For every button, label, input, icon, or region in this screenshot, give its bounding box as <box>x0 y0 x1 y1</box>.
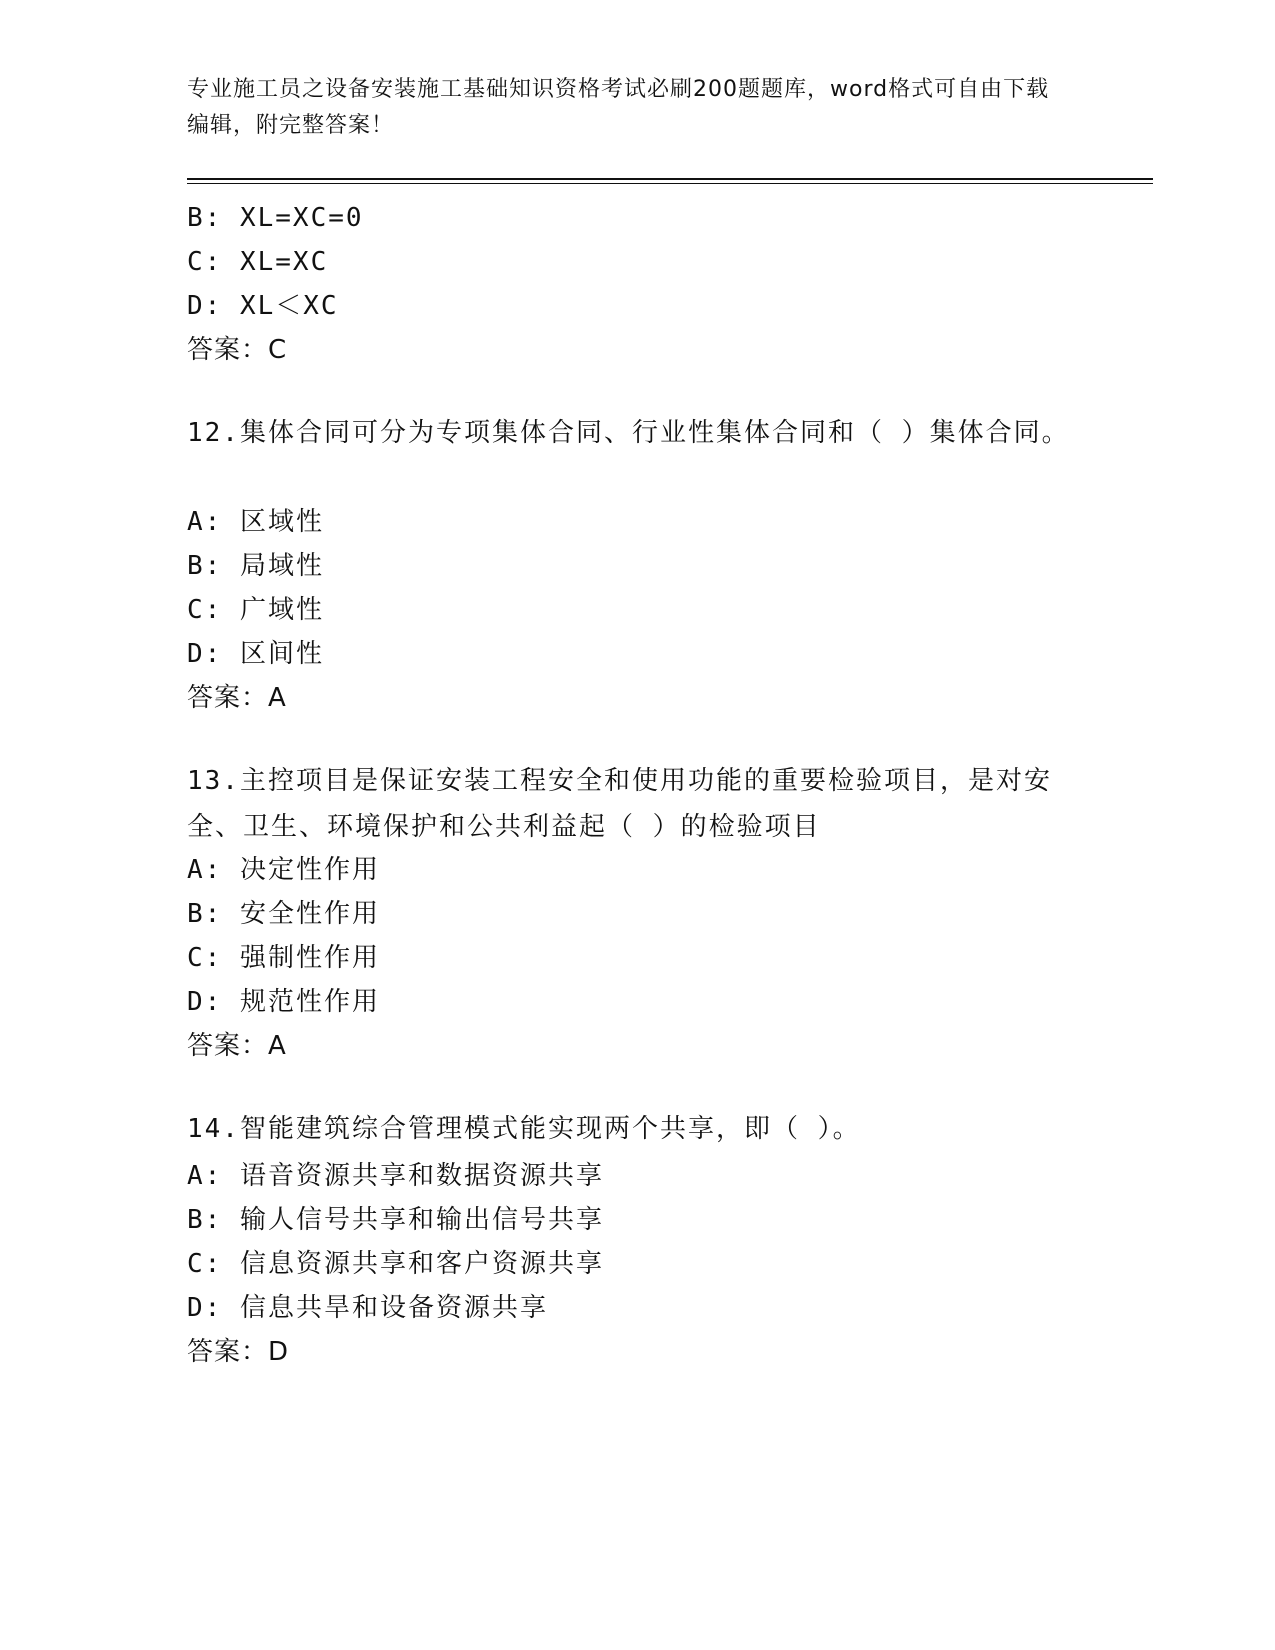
q13-stem: 13.主控项目是保证安装工程安全和使用功能的重要检验项目，是对安全、卫生、环境保护和公共利益起（ ）的检验项目 <box>187 766 1052 842</box>
q11-answer: 答案：C <box>187 335 288 365</box>
q11-option-d: D: XL＜XC <box>187 291 339 321</box>
q14-option-b: B: 输人信号共享和输出信号共享 <box>187 1205 604 1235</box>
q13-option-a: A: 决定性作用 <box>187 855 380 885</box>
header-divider-thin <box>187 183 1153 184</box>
q13-option-b: B: 安全性作用 <box>187 899 380 929</box>
q13-answer: 答案：A <box>187 1031 287 1061</box>
q12-stem: 12.集体合同可分为专项集体合同、行业性集体合同和（ ）集体合同。 <box>187 418 1070 448</box>
q12-option-d: D: 区间性 <box>187 639 324 669</box>
q12-answer: 答案：A <box>187 683 287 713</box>
q14-stem: 14.智能建筑综合管理模式能实现两个共享，即（ ）。 <box>187 1114 861 1144</box>
q14-answer: 答案：D <box>187 1337 290 1367</box>
q13-option-d: D: 规范性作用 <box>187 987 380 1017</box>
q11-option-b: B: XL=XC=0 <box>187 203 364 233</box>
q14-option-d: D: 信息共旱和设备资源共享 <box>187 1293 548 1323</box>
q12-option-b: B: 局域性 <box>187 551 324 581</box>
q11-option-c: C: XL=XC <box>187 247 329 277</box>
q12-option-c: C: 广域性 <box>187 595 324 625</box>
q14-option-c: C: 信息资源共享和客户资源共享 <box>187 1249 604 1279</box>
q14-option-a: A: 语音资源共享和数据资源共享 <box>187 1161 604 1191</box>
document-header: 专业施工员之设备安装施工基础知识资格考试必刷200题题库，word格式可自由下载编辑，附完整答案！ <box>187 77 1050 138</box>
header-divider-thick <box>187 178 1153 180</box>
q12-option-a: A: 区域性 <box>187 507 324 537</box>
q13-option-c: C: 强制性作用 <box>187 943 380 973</box>
